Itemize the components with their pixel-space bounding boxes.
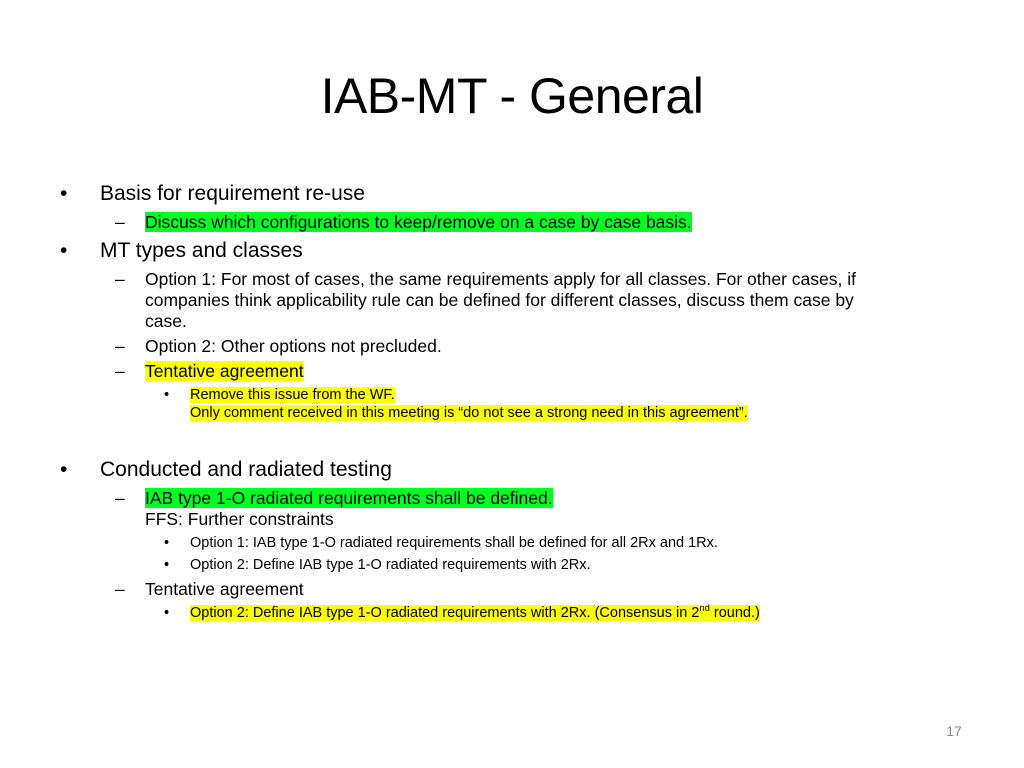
bullet-marker: • [164,535,170,551]
section-heading-mt-types: MT types and classes [100,239,303,262]
bullet-marker: • [60,182,68,205]
tentative-agreement-text: Option 2: Define IAB type 1-O radiated requirements with 2Rx. (Consensus in 2nd round.) [190,602,760,621]
bullet-marker: • [60,458,68,481]
page-number: 17 [946,723,962,739]
dash-marker: – [115,361,125,381]
option1-text-line1: Option 1: For most of cases, the same requirements apply for all classes. For other cases, if [145,269,856,289]
bullet-marker: • [164,557,170,573]
dash-marker: – [115,579,125,599]
highlighted-text: IAB type 1-O radiated requirements shall be defined. [145,488,553,508]
bullet-marker: • [164,387,170,403]
tentative-agreement-label: Tentative agreement [145,579,304,599]
tentative-agreement-text-line1: Remove this issue from the WF. [190,387,395,403]
dash-marker: – [115,488,125,508]
option2-text: Option 2: Other options not precluded. [145,336,442,356]
tentative-agreement-label: Tentative agreement [145,361,304,381]
section-heading-requirement-reuse: Basis for requirement re-use [100,182,365,205]
option1-text-line3: case. [145,311,187,331]
ffs-option1-text: Option 1: IAB type 1-O radiated requirements shall be defined for all 2Rx and 1Rx. [190,535,718,551]
section-heading-conducted-radiated: Conducted and radiated testing [100,458,392,481]
bullet-marker: • [60,239,68,262]
ffs-option2-text: Option 2: Define IAB type 1-O radiated requirements with 2Rx. [190,557,591,573]
tentative-agreement-text-line2: Only comment received in this meeting is “do not see a strong need in this agreement”. [190,405,748,421]
highlighted-text: Discuss which configurations to keep/remove on a case by case basis. [145,212,692,232]
ffs-text: FFS: Further constraints [145,509,334,529]
slide-title: IAB-MT - General [320,68,704,124]
dash-marker: – [115,336,125,356]
dash-marker: – [115,212,125,232]
option1-text-line2: companies think applicability rule can be defined for different classes, discuss them case by [145,290,854,310]
dash-marker: – [115,269,125,289]
bullet-marker: • [164,605,170,621]
